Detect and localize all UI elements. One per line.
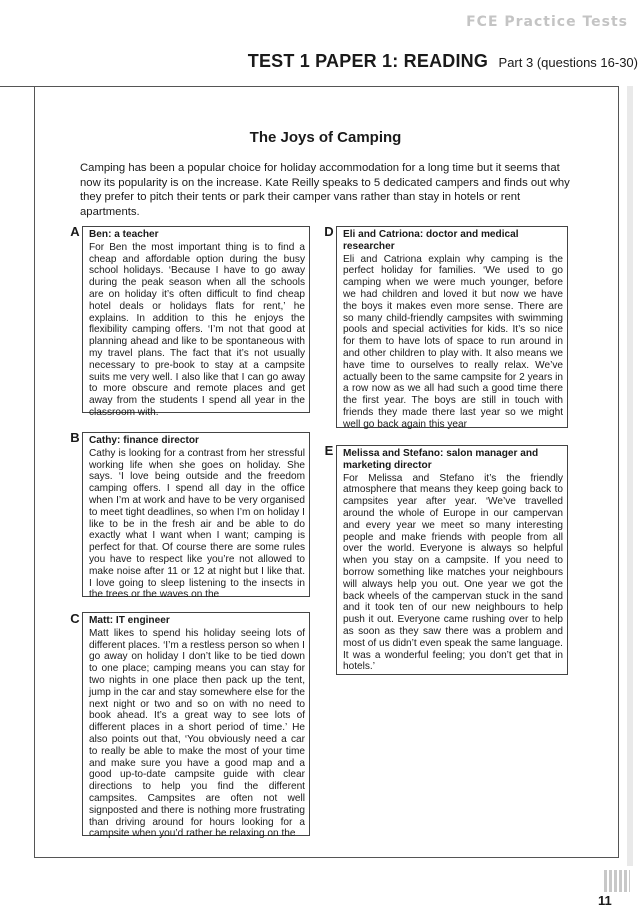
running-head: FCE Practice Tests	[466, 14, 628, 30]
section-letter-d: D	[324, 224, 334, 239]
section-c-box	[82, 612, 310, 840]
section-a-box	[82, 226, 310, 418]
frame-top-rule	[0, 86, 34, 87]
section-letter-a: A	[70, 224, 80, 239]
section-e-text: For Melissa and Stefano it’s the friendly atmosphere that means they keep going back to campsites year after year. ‘We’ve travelled around the whole of Europe in our campervan and every year we meet so many interesting people and make friends with people from all over the world. Everyone is always so helpful when you stay on a campsite. If you need to borrow something like matches your neighbours will always help you out. One year we got the back wheels of the campervan stuck in the sand and it took ten of our new neighbours to help push it out. Everyone came rushing over to help as soon as they saw there was a problem and most of us didn’t even speak the same language. It was a wonderful feeling; you don’t get that in hotels.’	[343, 472, 563, 673]
page-thumb-tab	[604, 870, 630, 892]
section-c-text: Matt likes to spend his holiday seeing lots of different places. ‘I’m a restless person so when I go away on holiday I don’t like to be tied down to one place; camping means you can stay for two nights in one place then pack up the tent, jump in the car and stay somewhere else for the next night or two and so on with no need to book ahead. It’s a great way to see lots of different places in a short period of time.’ He also points out that, ‘You obviously need a car to really be able to make the most of your time and make sure you have a good map and a good up-to-date campsite guide with clear directions to help you find the different campsites. Campsites are often not well signposted and there is nothing more frustrating than driving around for hours looking for a campsite when you’d rather be relaxing on the	[89, 627, 305, 840]
test-paper-title: TEST 1 PAPER 1: READING	[247, 51, 489, 71]
section-e-name: Melissa and Stefano: salon manager and marketing director	[343, 448, 539, 471]
section-letter-b: B	[70, 430, 80, 445]
section-b-box	[82, 432, 310, 601]
article-title: The Joys of Camping	[249, 129, 402, 146]
part-questions-label: Part 3 (questions 16-30)	[498, 55, 638, 70]
page-heading	[150, 51, 638, 72]
section-a-text: For Ben the most important thing is to find a cheap and affordable option during the busy school holidays. ‘Because I have to go away during the peak season when all the schools are on holiday it’s often difficult to find cheap hotel deals or holidays flats for rent,’ he explains. In addition to this he enjoys the flexibility camping offers. ‘I’m not that good at planning ahead and like to be spontaneous with my travel plans. The fact that it’s not usually necessary to pre-book to stay at a campsite suits me very well. I also like that I can go away to more obscure and remote places and get away from the students I spend all year in the classroom with.	[89, 241, 305, 418]
section-e-box	[336, 445, 568, 675]
page-edge-strip	[627, 86, 633, 866]
section-a-name: Ben: a teacher	[89, 229, 159, 240]
section-d-text: Eli and Catriona explain why camping is the perfect holiday for families. ‘We used to go camping when we were much younger, before we had children and loved it but now we have the boys it makes even more sense. There are so many child-friendly campsites with swimming pools and special activities for kids. It’s so nice for them to have lots of space to run around in and other children to play with. It also means we have time to ourselves to really relax. We’ve actually been to the same campsite for 2 years in a row now as we all had such a good time there the first year. The boys are still in touch with friends they made there last year so we might well go back again this year	[343, 253, 563, 430]
page-number: 11	[598, 893, 612, 908]
section-b-name: Cathy: finance director	[89, 435, 199, 446]
article-intro: Camping has been a popular choice for holiday accommodation for a long time but it seems that now its popularity is on the increase. Kate Reilly speaks to 5 dedicated campers and finds out why they prefer to pitch their tents or park their camper vans rather than stay in hotels or rent apartments.	[80, 162, 570, 218]
section-letter-c: C	[70, 611, 80, 626]
section-d-name: Eli and Catriona: doctor and medical researcher	[343, 229, 519, 252]
section-b-text: Cathy is looking for a contrast from her stressful working life when she goes on holiday. She says. ‘I love being outside and the freedom camping offers. I spend all day in the office when I’m at work and have to be very organised to meet tight deadlines, so when I’m on holiday I like to be in the fresh air and be able to do exactly what I want when I want; camping is perfect for that. Of course there are some rules you have to respect like you’re not allowed to make noise after 11 or 12 at night but I like that. I love going to sleep listening to the insects in the trees or the waves on the	[89, 447, 305, 601]
section-letter-e: E	[324, 443, 334, 458]
section-c-name: Matt: IT engineer	[89, 615, 170, 626]
section-d-box	[336, 226, 568, 428]
